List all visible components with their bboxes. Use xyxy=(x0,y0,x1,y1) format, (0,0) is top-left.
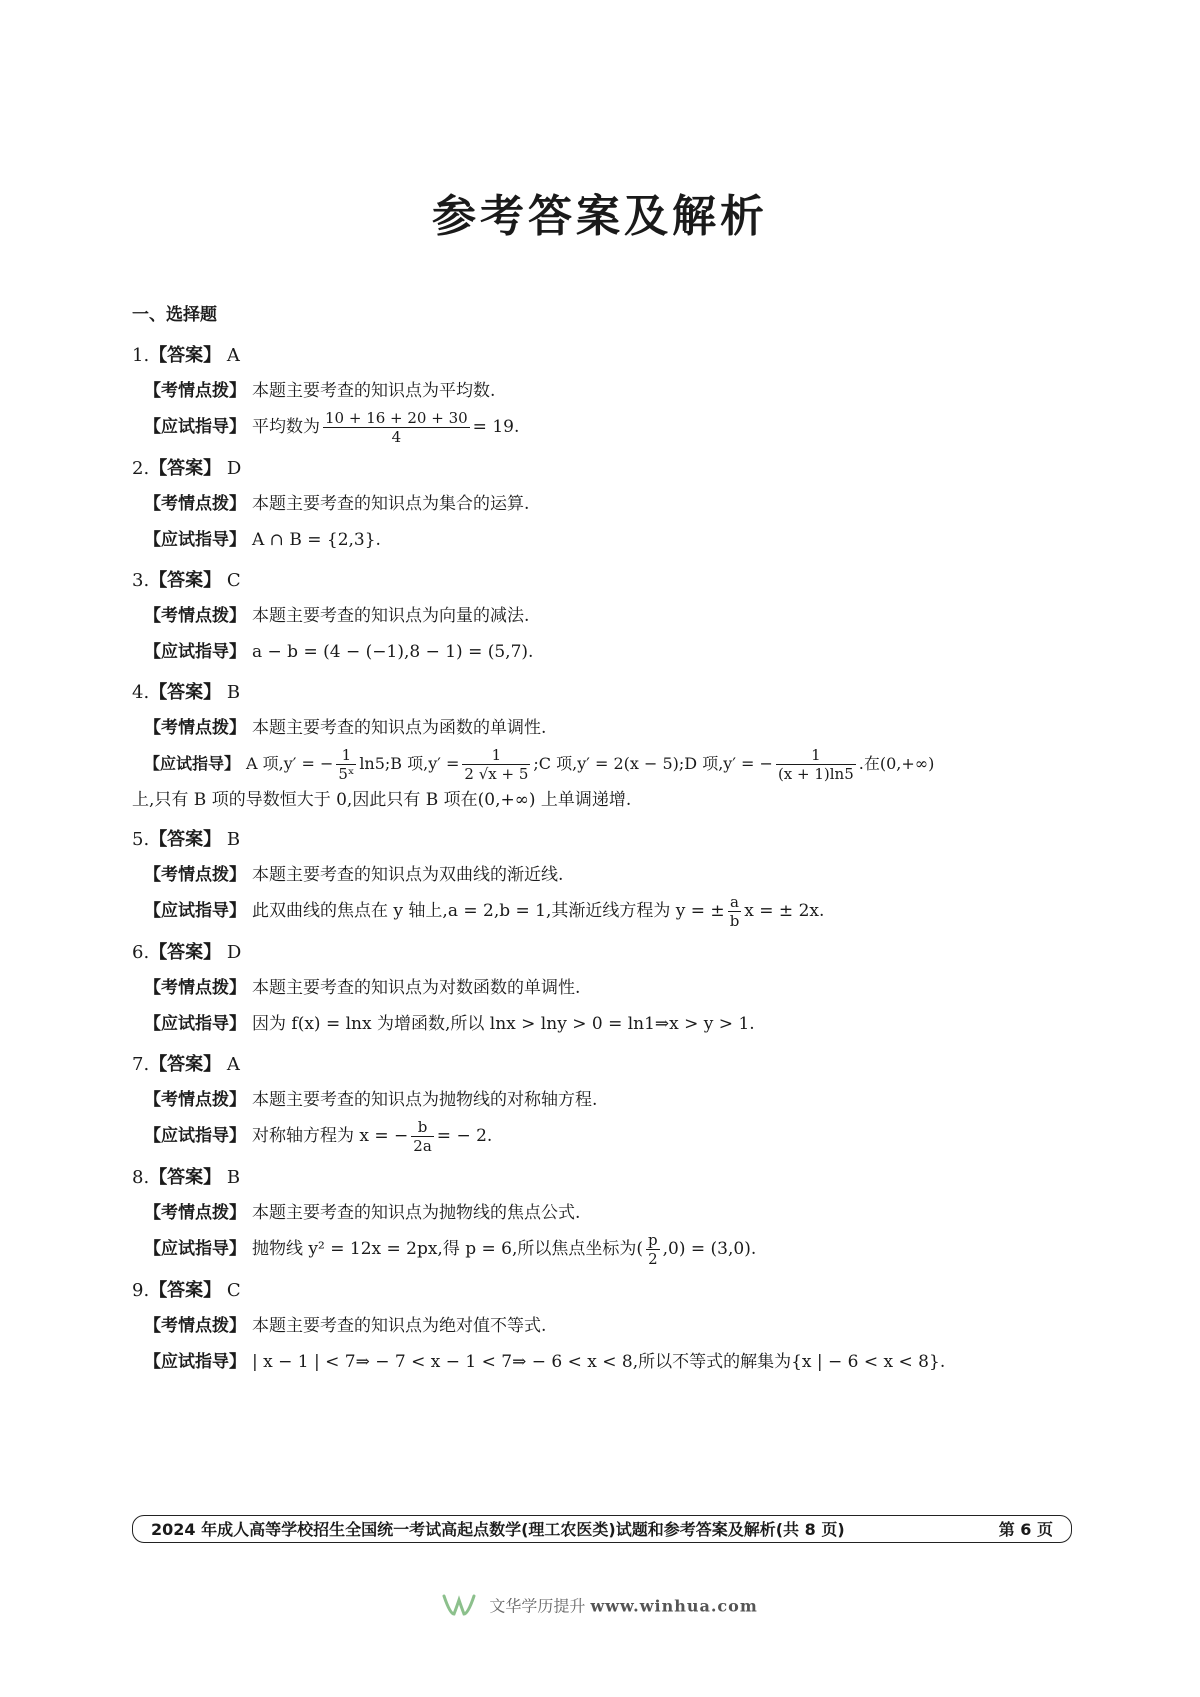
question-4 xyxy=(132,676,1072,817)
guide-text: A ∩ B = {2,3}. xyxy=(252,530,381,550)
guide-label: 【应试指导】 xyxy=(144,1126,246,1146)
point-text: 本题主要考查的知识点为向量的减法. xyxy=(252,606,530,626)
fraction-denominator: 2 xyxy=(648,1250,658,1268)
page-footer xyxy=(132,1515,1072,1543)
question-8 xyxy=(132,1161,1072,1268)
guide-label: 【应试指导】 xyxy=(144,1014,246,1034)
guide-text-tail: x = ± 2x. xyxy=(744,901,825,921)
guide-text: 平均数为 xyxy=(252,417,320,437)
guide-text-b: ln5;B 项,y′ = xyxy=(359,754,460,773)
guide-text-a: A 项,y′ = − xyxy=(246,754,334,773)
fraction-numerator: 10 + 16 + 20 + 30 xyxy=(325,409,468,427)
answer-label: 【答案】 xyxy=(149,942,222,963)
question-number: 5. xyxy=(132,829,150,850)
guide-label: 【应试指导】 xyxy=(144,417,246,437)
answer-value: B xyxy=(226,829,241,850)
answer-label: 【答案】 xyxy=(149,458,222,479)
guide-label: 【应试指导】 xyxy=(144,1352,246,1372)
question-3 xyxy=(132,564,1072,670)
point-text: 本题主要考查的知识点为抛物线的对称轴方程. xyxy=(252,1090,598,1110)
fraction-denominator: 4 xyxy=(391,428,402,446)
question-5 xyxy=(132,823,1072,930)
answer-value: C xyxy=(226,570,241,591)
section-title: 一、选择题 xyxy=(132,305,217,325)
guide-text-c: ;C 项,y′ = 2(x − 5);D 项,y′ = − xyxy=(533,754,773,773)
answer-label: 【答案】 xyxy=(149,1167,222,1188)
answer-label: 【答案】 xyxy=(149,682,222,703)
guide-text: 抛物线 y² = 12x = 2px,得 p = 6,所以焦点坐标为( xyxy=(252,1239,644,1259)
fraction-numerator: a xyxy=(728,893,742,912)
point-text: 本题主要考查的知识点为抛物线的焦点公式. xyxy=(252,1203,581,1223)
guide-text-tail: = 19. xyxy=(472,417,520,437)
fraction xyxy=(323,409,470,446)
answer-label: 【答案】 xyxy=(149,570,222,591)
question-number: 4. xyxy=(132,682,150,703)
guide-text: 对称轴方程为 x = − xyxy=(252,1126,409,1146)
question-2 xyxy=(132,452,1072,558)
answer-value: A xyxy=(226,1054,240,1075)
question-9 xyxy=(132,1274,1072,1380)
point-label: 【考情点拨】 xyxy=(144,718,246,738)
question-7 xyxy=(132,1048,1072,1155)
point-text: 本题主要考查的知识点为双曲线的渐近线. xyxy=(252,865,564,885)
guide-text: 因为 f(x) = lnx 为增函数,所以 lnx > lny > 0 = ln1⇒x > y > 1. xyxy=(252,1014,755,1034)
point-label: 【考情点拨】 xyxy=(144,1203,246,1223)
fraction-b xyxy=(462,746,530,783)
guide-text: a − b = (4 − (−1),8 − 1) = (5,7). xyxy=(252,642,534,662)
guide-label: 【应试指导】 xyxy=(144,1239,246,1259)
point-text: 本题主要考查的知识点为平均数. xyxy=(252,381,496,401)
fraction-numerator: b xyxy=(411,1118,434,1137)
fraction-denominator: 2a xyxy=(413,1137,432,1155)
point-label: 【考情点拨】 xyxy=(144,606,246,626)
fraction-numerator: p xyxy=(648,1231,658,1249)
guide-text-d: .在(0,+∞) xyxy=(858,754,935,773)
answer-value: C xyxy=(226,1280,241,1301)
guide-text-tail: ,0) = (3,0). xyxy=(662,1239,757,1259)
guide-text-tail: = − 2. xyxy=(436,1126,493,1146)
point-label: 【考情点拨】 xyxy=(144,494,246,514)
guide-label: 【应试指导】 xyxy=(144,754,241,773)
question-number: 6. xyxy=(132,942,150,963)
answer-value: B xyxy=(226,1167,241,1188)
point-text: 本题主要考查的知识点为绝对值不等式. xyxy=(252,1316,547,1336)
guide-text: | x − 1 | < 7⇒ − 7 < x − 1 < 7⇒ − 6 < x < 8,所以不等式的解集为{x | − 6 < x < 8}. xyxy=(252,1352,946,1372)
point-label: 【考情点拨】 xyxy=(144,1316,246,1336)
fraction xyxy=(411,1118,434,1155)
answer-value: A xyxy=(226,345,240,366)
answer-label: 【答案】 xyxy=(149,345,222,366)
point-label: 【考情点拨】 xyxy=(144,978,246,998)
guide-continuation: 上,只有 B 项的导数恒大于 0,因此只有 B 项在(0,+∞) 上单调递增. xyxy=(132,790,632,810)
winhua-logo-icon xyxy=(442,1592,476,1622)
guide-label: 【应试指导】 xyxy=(144,642,246,662)
guide-text: 此双曲线的焦点在 y 轴上,a = 2,b = 1,其渐近线方程为 y = ± xyxy=(252,901,725,921)
fraction-a xyxy=(336,746,356,783)
question-number: 2. xyxy=(132,458,150,479)
question-1 xyxy=(132,339,1072,446)
fraction-denominator: (x + 1)ln5 xyxy=(777,765,854,783)
point-label: 【考情点拨】 xyxy=(144,1090,246,1110)
footer-title: 2024 年成人高等学校招生全国统一考试高起点数学(理工农医类)试题和参考答案及解析(共 8 页) xyxy=(151,1520,845,1539)
watermark xyxy=(0,1592,1200,1622)
answer-value: B xyxy=(226,682,241,703)
guide-label: 【应试指导】 xyxy=(144,901,246,921)
fraction-d xyxy=(776,746,856,783)
answer-value: D xyxy=(226,458,242,479)
question-number: 7. xyxy=(132,1054,150,1075)
point-label: 【考情点拨】 xyxy=(144,381,246,401)
answer-label: 【答案】 xyxy=(149,829,222,850)
question-number: 9. xyxy=(132,1280,150,1301)
fraction-denominator: b xyxy=(729,912,740,930)
fraction-denominator: 2 √x + 5 xyxy=(464,765,529,783)
fraction-numerator: 1 xyxy=(336,746,356,765)
answer-label: 【答案】 xyxy=(149,1280,222,1301)
guide-label: 【应试指导】 xyxy=(144,530,246,550)
fraction-denominator: 5ˣ xyxy=(338,765,355,783)
watermark-brand: 文华学历提升 xyxy=(489,1596,586,1616)
fraction xyxy=(646,1231,660,1268)
fraction-numerator: 1 xyxy=(462,746,530,765)
point-text: 本题主要考查的知识点为函数的单调性. xyxy=(252,718,547,738)
fraction-numerator: 1 xyxy=(776,746,856,765)
question-number: 3. xyxy=(132,570,150,591)
page-title: 参考答案及解析 xyxy=(432,191,768,242)
answer-value: D xyxy=(226,942,242,963)
fraction xyxy=(728,893,742,930)
question-number: 8. xyxy=(132,1167,150,1188)
point-text: 本题主要考查的知识点为对数函数的单调性. xyxy=(252,978,581,998)
point-text: 本题主要考查的知识点为集合的运算. xyxy=(252,494,530,514)
question-6 xyxy=(132,936,1072,1042)
watermark-url: www.winhua.com xyxy=(590,1596,758,1616)
question-number: 1. xyxy=(132,345,150,366)
point-label: 【考情点拨】 xyxy=(144,865,246,885)
page-number: 第 6 页 xyxy=(998,1520,1053,1539)
answer-content xyxy=(132,300,1072,1386)
answer-label: 【答案】 xyxy=(149,1054,222,1075)
